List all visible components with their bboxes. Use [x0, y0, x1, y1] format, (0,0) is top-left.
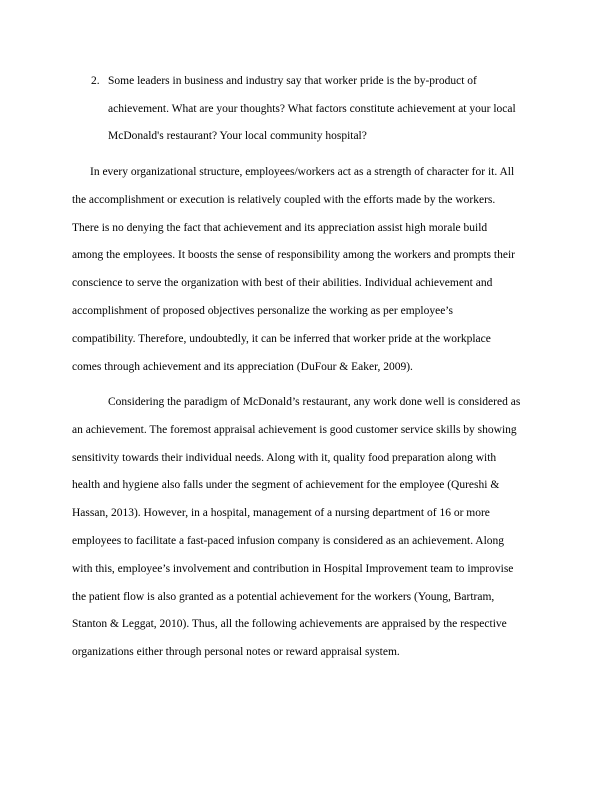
paragraph-line: In every organizational structure, employees/workers act as a strength of character for it. All [90, 166, 515, 178]
paragraph-line: Hassan, 2013). However, in a hospital, management of a nursing department of 16 or more [72, 507, 490, 520]
paragraph-line: with this, employee’s involvement and contribution in Hospital Improvement team to improvise [72, 562, 514, 575]
body-paragraph-1 [72, 159, 546, 381]
question-item [91, 68, 541, 151]
paragraph-line: compatibility. Therefore, undoubtedly, it can be inferred that worker pride at the workplace [72, 332, 491, 345]
question-line: McDonald's restaurant? Your local community hospital? [108, 130, 367, 142]
paragraph-line: comes through achievement and its appreciation (DuFour & Eaker, 2009). [72, 360, 413, 373]
paragraph-line: organizations either through personal notes or reward appraisal system. [72, 646, 400, 659]
paragraph-line: There is no denying the fact that achievement and its appreciation assist high morale build [72, 221, 488, 234]
question-line: achievement. What are your thoughts? What factors constitute achievement at your local [108, 102, 516, 115]
paragraph-line: employees to facilitate a fast-paced infusion company is considered as an achievement. Along [72, 534, 505, 547]
paragraph-line: among the employees. It boosts the sense of responsibility among the workers and prompts their [72, 249, 515, 262]
body-paragraph-2 [72, 389, 546, 667]
paragraph-line: accomplishment of proposed objectives personalize the working as per employee’s [72, 304, 453, 317]
paragraph-line: Considering the paradigm of McDonald’s restaurant, any work done well is considered as [108, 396, 521, 408]
question-line: Some leaders in business and industry say that worker pride is the by-product of [108, 75, 477, 87]
question-text [108, 68, 541, 151]
question-number: 2. [91, 75, 100, 87]
paragraph-line: the accomplishment or execution is relatively coupled with the efforts made by the workers. [72, 193, 496, 206]
paragraph-line: an achievement. The foremost appraisal achievement is good customer service skills by showing [72, 423, 517, 436]
paragraph-line: sensitivity towards their individual needs. Along with it, quality food preparation along with [72, 451, 497, 464]
paragraph-line: Stanton & Leggat, 2010). Thus, all the following achievements are appraised by the respective [72, 618, 507, 631]
paragraph-line: health and hygiene also falls under the segment of achievement for the employee (Qureshi & [72, 479, 500, 492]
paragraph-line: the patient flow is also granted as a potential achievement for the workers (Young, Bartram, [72, 590, 495, 603]
paragraph-line: conscience to serve the organization with best of their abilities. Individual achievement and [72, 277, 493, 290]
